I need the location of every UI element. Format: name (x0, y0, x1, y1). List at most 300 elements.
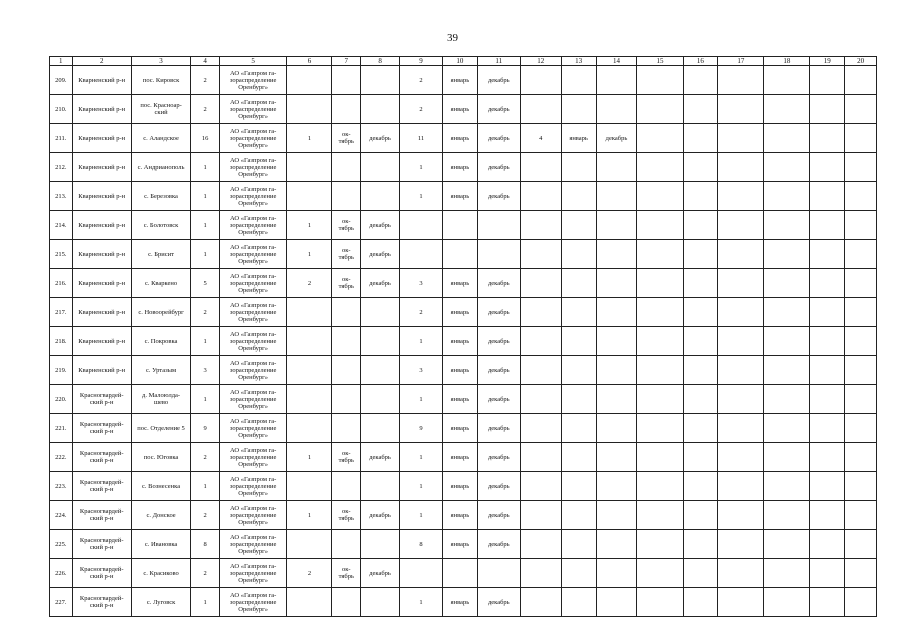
table-cell-col-17 (718, 182, 764, 211)
table-cell-col-14 (596, 95, 637, 124)
table-cell-col-4: 1 (191, 327, 220, 356)
table-cell-col-14 (596, 211, 637, 240)
table-cell-col-5: АО «Газпром га- зораспределение Оренбург» (219, 269, 287, 298)
table-cell-col-16 (683, 269, 718, 298)
table-cell-col-18 (764, 298, 810, 327)
table-cell-col-17 (718, 153, 764, 182)
table-cell-col-5: АО «Газпром га- зораспределение Оренбург» (219, 588, 287, 617)
table-cell-col-19 (810, 182, 845, 211)
table-cell-col-2: Кварненский р-н (72, 240, 131, 269)
table-cell-col-7 (332, 182, 361, 211)
table-cell-col-11 (477, 240, 520, 269)
table-cell-col-8: декабрь (361, 211, 400, 240)
table-cell-col-1: 221. (50, 414, 73, 443)
table-cell-col-16 (683, 124, 718, 153)
table-cell-col-4: 1 (191, 153, 220, 182)
table-cell-col-1: 220. (50, 385, 73, 414)
table-cell-col-19 (810, 211, 845, 240)
table-cell-col-20 (845, 530, 877, 559)
table-cell-col-16 (683, 588, 718, 617)
table-cell-col-10: январь (443, 95, 478, 124)
table-cell-col-8 (361, 327, 400, 356)
table-cell-col-17 (718, 443, 764, 472)
table-cell-col-11: декабрь (477, 327, 520, 356)
table-row (50, 95, 877, 124)
table-cell-col-5: АО «Газпром га- зораспределение Оренбург» (219, 501, 287, 530)
table-cell-col-16 (683, 501, 718, 530)
table-cell-col-16 (683, 211, 718, 240)
table-cell-col-3: с. Кваркено (131, 269, 190, 298)
table-cell-col-14 (596, 269, 637, 298)
table-cell-col-3: с. Аландское (131, 124, 190, 153)
table-cell-col-7 (332, 66, 361, 95)
table-cell-col-11: декабрь (477, 472, 520, 501)
table-cell-col-1: 217. (50, 298, 73, 327)
table-cell-col-4: 2 (191, 95, 220, 124)
table-cell-col-8: декабрь (361, 124, 400, 153)
table-cell-col-4: 8 (191, 530, 220, 559)
table-cell-col-9: 1 (400, 501, 443, 530)
table-cell-col-11: декабрь (477, 588, 520, 617)
table-cell-col-19 (810, 269, 845, 298)
table-cell-col-14 (596, 588, 637, 617)
table-cell-col-2: Кварненский р-н (72, 269, 131, 298)
table-row (50, 414, 877, 443)
table-cell-col-17 (718, 124, 764, 153)
table-cell-col-18 (764, 95, 810, 124)
table-cell-col-13 (561, 385, 596, 414)
column-number-7: 7 (332, 57, 361, 66)
schedule-table (49, 56, 877, 617)
table-cell-col-13 (561, 211, 596, 240)
table-cell-col-13 (561, 153, 596, 182)
table-cell-col-10: январь (443, 530, 478, 559)
table-cell-col-15 (637, 414, 683, 443)
table-cell-col-2: Кварненский р-н (72, 66, 131, 95)
table-cell-col-6: 2 (287, 269, 332, 298)
table-cell-col-16 (683, 327, 718, 356)
table-cell-col-12 (520, 385, 561, 414)
table-cell-col-6 (287, 153, 332, 182)
table-cell-col-11 (477, 559, 520, 588)
table-cell-col-18 (764, 443, 810, 472)
table-cell-col-1: 222. (50, 443, 73, 472)
table-cell-col-4: 2 (191, 298, 220, 327)
table-cell-col-9: 1 (400, 385, 443, 414)
table-cell-col-17 (718, 298, 764, 327)
table-cell-col-11: декабрь (477, 356, 520, 385)
table-cell-col-13: январь (561, 124, 596, 153)
table-cell-col-2: Кварненский р-н (72, 211, 131, 240)
table-row (50, 356, 877, 385)
table-row (50, 124, 877, 153)
table-cell-col-6: 1 (287, 443, 332, 472)
table-cell-col-5: АО «Газпром га- зораспределение Оренбург» (219, 124, 287, 153)
table-cell-col-6: 1 (287, 501, 332, 530)
table-cell-col-20 (845, 443, 877, 472)
table-cell-col-17 (718, 385, 764, 414)
table-cell-col-8 (361, 530, 400, 559)
table-cell-col-12 (520, 588, 561, 617)
table-cell-col-15 (637, 211, 683, 240)
table-cell-col-3: с. Новоорейбург (131, 298, 190, 327)
table-cell-col-16 (683, 240, 718, 269)
table-cell-col-6 (287, 95, 332, 124)
table-cell-col-17 (718, 211, 764, 240)
table-cell-col-5: АО «Газпром га- зораспределение Оренбург» (219, 443, 287, 472)
table-cell-col-13 (561, 66, 596, 95)
column-number-17: 17 (718, 57, 764, 66)
table-cell-col-9: 2 (400, 95, 443, 124)
table-cell-col-6: 1 (287, 240, 332, 269)
table-cell-col-12 (520, 501, 561, 530)
table-cell-col-13 (561, 95, 596, 124)
table-row (50, 327, 877, 356)
table-cell-col-7 (332, 356, 361, 385)
table-cell-col-18 (764, 240, 810, 269)
table-cell-col-6 (287, 298, 332, 327)
table-cell-col-20 (845, 501, 877, 530)
table-cell-col-12 (520, 327, 561, 356)
table-cell-col-20 (845, 66, 877, 95)
table-cell-col-9: 2 (400, 66, 443, 95)
table-cell-col-20 (845, 211, 877, 240)
table-cell-col-12 (520, 443, 561, 472)
table-cell-col-17 (718, 95, 764, 124)
table-cell-col-14 (596, 443, 637, 472)
table-cell-col-11: декабрь (477, 95, 520, 124)
table-cell-col-14 (596, 530, 637, 559)
table-cell-col-13 (561, 530, 596, 559)
table-cell-col-10 (443, 211, 478, 240)
table-cell-col-7 (332, 95, 361, 124)
table-cell-col-6 (287, 385, 332, 414)
table-cell-col-19 (810, 472, 845, 501)
table-cell-col-3: с. Донское (131, 501, 190, 530)
table-cell-col-11: декабрь (477, 124, 520, 153)
table-cell-col-14: декабрь (596, 124, 637, 153)
table-cell-col-11: декабрь (477, 182, 520, 211)
table-cell-col-10 (443, 240, 478, 269)
table-cell-col-9 (400, 240, 443, 269)
page-number: 39 (447, 32, 458, 44)
table-cell-col-7 (332, 385, 361, 414)
table-cell-col-4: 2 (191, 559, 220, 588)
table-cell-col-7 (332, 530, 361, 559)
table-cell-col-10: январь (443, 182, 478, 211)
table-cell-col-3: пос. Юговка (131, 443, 190, 472)
table-row (50, 211, 877, 240)
table-cell-col-8: декабрь (361, 501, 400, 530)
table-cell-col-3: с. Луговск (131, 588, 190, 617)
table-row (50, 66, 877, 95)
table-cell-col-9: 3 (400, 269, 443, 298)
table-cell-col-12 (520, 153, 561, 182)
table-cell-col-20 (845, 182, 877, 211)
table-row (50, 501, 877, 530)
table-cell-col-6 (287, 66, 332, 95)
table-cell-col-19 (810, 124, 845, 153)
table-cell-col-1: 215. (50, 240, 73, 269)
column-number-16: 16 (683, 57, 718, 66)
table-cell-col-4: 16 (191, 124, 220, 153)
table-cell-col-13 (561, 182, 596, 211)
table-cell-col-13 (561, 443, 596, 472)
table-cell-col-10: январь (443, 327, 478, 356)
table-cell-col-7: ок- тябрь (332, 559, 361, 588)
table-cell-col-6 (287, 588, 332, 617)
table-cell-col-14 (596, 298, 637, 327)
table-cell-col-7: ок- тябрь (332, 501, 361, 530)
table-cell-col-20 (845, 385, 877, 414)
table-row (50, 588, 877, 617)
table-cell-col-13 (561, 588, 596, 617)
table-cell-col-13 (561, 356, 596, 385)
table-cell-col-19 (810, 530, 845, 559)
table-row (50, 443, 877, 472)
table-row (50, 472, 877, 501)
table-row (50, 182, 877, 211)
table-cell-col-9 (400, 211, 443, 240)
table-cell-col-4: 1 (191, 472, 220, 501)
table-cell-col-3: с. Красиково (131, 559, 190, 588)
table-cell-col-19 (810, 95, 845, 124)
table-cell-col-3: с. Покровка (131, 327, 190, 356)
table-cell-col-12 (520, 269, 561, 298)
table-cell-col-7 (332, 588, 361, 617)
table-cell-col-9: 1 (400, 472, 443, 501)
table-cell-col-2: Кварненский р-н (72, 356, 131, 385)
table-cell-col-6: 1 (287, 124, 332, 153)
table-cell-col-2: Красногвардей- ский р-н (72, 588, 131, 617)
table-cell-col-18 (764, 356, 810, 385)
table-cell-col-18 (764, 588, 810, 617)
table-cell-col-8 (361, 66, 400, 95)
table-cell-col-19 (810, 501, 845, 530)
table-cell-col-8: декабрь (361, 443, 400, 472)
table-cell-col-4: 3 (191, 356, 220, 385)
table-cell-col-5: АО «Газпром га- зораспределение Оренбург» (219, 356, 287, 385)
table-cell-col-6 (287, 182, 332, 211)
table-cell-col-10: январь (443, 153, 478, 182)
table-cell-col-9: 2 (400, 298, 443, 327)
table-cell-col-20 (845, 240, 877, 269)
table-cell-col-1: 212. (50, 153, 73, 182)
table-cell-col-16 (683, 95, 718, 124)
table-cell-col-1: 226. (50, 559, 73, 588)
table-cell-col-14 (596, 182, 637, 211)
table-cell-col-11: декабрь (477, 153, 520, 182)
table-cell-col-19 (810, 298, 845, 327)
table-cell-col-16 (683, 414, 718, 443)
table-cell-col-11: декабрь (477, 66, 520, 95)
table-cell-col-18 (764, 153, 810, 182)
table-cell-col-20 (845, 124, 877, 153)
table-cell-col-10: январь (443, 588, 478, 617)
table-cell-col-20 (845, 327, 877, 356)
table-cell-col-1: 223. (50, 472, 73, 501)
table-cell-col-12: 4 (520, 124, 561, 153)
table-cell-col-4: 1 (191, 385, 220, 414)
table-row (50, 298, 877, 327)
table-cell-col-3: д. Малоюлда- шево (131, 385, 190, 414)
table-cell-col-12 (520, 211, 561, 240)
table-cell-col-13 (561, 269, 596, 298)
table-cell-col-15 (637, 182, 683, 211)
table-cell-col-18 (764, 182, 810, 211)
table-cell-col-16 (683, 443, 718, 472)
table-cell-col-19 (810, 559, 845, 588)
table-cell-col-7: ок- тябрь (332, 124, 361, 153)
table-cell-col-19 (810, 443, 845, 472)
column-number-8: 8 (361, 57, 400, 66)
table-cell-col-16 (683, 530, 718, 559)
table-cell-col-5: АО «Газпром га- зораспределение Оренбург» (219, 211, 287, 240)
table-cell-col-3: с. Брисит (131, 240, 190, 269)
table-cell-col-11: декабрь (477, 530, 520, 559)
table-cell-col-1: 225. (50, 530, 73, 559)
table-cell-col-17 (718, 414, 764, 443)
table-cell-col-6 (287, 472, 332, 501)
table-cell-col-16 (683, 182, 718, 211)
table-cell-col-19 (810, 356, 845, 385)
table-cell-col-8 (361, 182, 400, 211)
table-cell-col-15 (637, 356, 683, 385)
table-cell-col-15 (637, 588, 683, 617)
table-cell-col-18 (764, 530, 810, 559)
table-cell-col-19 (810, 327, 845, 356)
table-cell-col-2: Красногвардей- ский р-н (72, 501, 131, 530)
table-cell-col-7 (332, 414, 361, 443)
table-cell-col-7: ок- тябрь (332, 211, 361, 240)
table-cell-col-9: 9 (400, 414, 443, 443)
table-cell-col-15 (637, 501, 683, 530)
table-cell-col-20 (845, 153, 877, 182)
column-number-row (50, 57, 877, 66)
table-cell-col-15 (637, 240, 683, 269)
table-cell-col-7 (332, 327, 361, 356)
table-cell-col-5: АО «Газпром га- зораспределение Оренбург» (219, 385, 287, 414)
table-cell-col-20 (845, 356, 877, 385)
table-cell-col-8 (361, 385, 400, 414)
table-cell-col-1: 219. (50, 356, 73, 385)
table-cell-col-13 (561, 240, 596, 269)
table-cell-col-13 (561, 327, 596, 356)
column-number-1: 1 (50, 57, 73, 66)
table-cell-col-14 (596, 327, 637, 356)
table-cell-col-4: 2 (191, 443, 220, 472)
table-cell-col-5: АО «Газпром га- зораспределение Оренбург» (219, 530, 287, 559)
table-cell-col-15 (637, 95, 683, 124)
column-number-15: 15 (637, 57, 683, 66)
table-cell-col-3: пос. Кировск (131, 66, 190, 95)
table-cell-col-17 (718, 530, 764, 559)
table-cell-col-8: декабрь (361, 559, 400, 588)
table-cell-col-10 (443, 559, 478, 588)
table-cell-col-10: январь (443, 356, 478, 385)
table-cell-col-9: 1 (400, 443, 443, 472)
table-cell-col-2: Кварненский р-н (72, 182, 131, 211)
column-number-5: 5 (219, 57, 287, 66)
table-cell-col-11: декабрь (477, 501, 520, 530)
table-cell-col-2: Кварненский р-н (72, 153, 131, 182)
column-number-11: 11 (477, 57, 520, 66)
table-row (50, 269, 877, 298)
table-cell-col-10: январь (443, 443, 478, 472)
table-cell-col-8: декабрь (361, 240, 400, 269)
table-cell-col-11 (477, 211, 520, 240)
table-cell-col-4: 2 (191, 66, 220, 95)
table-cell-col-16 (683, 356, 718, 385)
table-cell-col-15 (637, 153, 683, 182)
table-cell-col-18 (764, 501, 810, 530)
column-number-10: 10 (443, 57, 478, 66)
table-cell-col-18 (764, 559, 810, 588)
table-cell-col-8 (361, 414, 400, 443)
table-cell-col-9: 1 (400, 588, 443, 617)
table-cell-col-9: 1 (400, 182, 443, 211)
table-cell-col-5: АО «Газпром га- зораспределение Оренбург» (219, 298, 287, 327)
table-cell-col-8 (361, 356, 400, 385)
table-cell-col-1: 209. (50, 66, 73, 95)
table-cell-col-9: 1 (400, 153, 443, 182)
table-cell-col-5: АО «Газпром га- зораспределение Оренбург» (219, 559, 287, 588)
table-cell-col-20 (845, 95, 877, 124)
table-cell-col-12 (520, 298, 561, 327)
table-cell-col-18 (764, 327, 810, 356)
table-cell-col-15 (637, 124, 683, 153)
table-cell-col-2: Кварненский р-н (72, 95, 131, 124)
table-cell-col-17 (718, 327, 764, 356)
table-cell-col-14 (596, 385, 637, 414)
table-cell-col-20 (845, 298, 877, 327)
table-row (50, 530, 877, 559)
table-cell-col-14 (596, 501, 637, 530)
table-cell-col-15 (637, 443, 683, 472)
table-cell-col-11: декабрь (477, 443, 520, 472)
table-cell-col-3: с. Андрианополь (131, 153, 190, 182)
table-cell-col-18 (764, 124, 810, 153)
table-cell-col-8 (361, 588, 400, 617)
table-cell-col-10: январь (443, 472, 478, 501)
table-cell-col-12 (520, 95, 561, 124)
table-cell-col-17 (718, 269, 764, 298)
table-cell-col-20 (845, 414, 877, 443)
table-cell-col-1: 227. (50, 588, 73, 617)
table-cell-col-19 (810, 385, 845, 414)
table-row (50, 559, 877, 588)
table-cell-col-20 (845, 269, 877, 298)
table-cell-col-2: Кварненский р-н (72, 124, 131, 153)
table-cell-col-2: Кварненский р-н (72, 327, 131, 356)
column-number-20: 20 (845, 57, 877, 66)
table-cell-col-12 (520, 66, 561, 95)
table-cell-col-15 (637, 530, 683, 559)
table-cell-col-7 (332, 153, 361, 182)
table-cell-col-5: АО «Газпром га- зораспределение Оренбург» (219, 153, 287, 182)
table-cell-col-5: АО «Газпром га- зораспределение Оренбург» (219, 95, 287, 124)
table-cell-col-12 (520, 240, 561, 269)
table-cell-col-11: декабрь (477, 298, 520, 327)
table-cell-col-4: 5 (191, 269, 220, 298)
table-cell-col-2: Красногвардей- ский р-н (72, 559, 131, 588)
table-cell-col-6 (287, 327, 332, 356)
table-cell-col-12 (520, 530, 561, 559)
table-cell-col-2: Красногвардей- ский р-н (72, 385, 131, 414)
table-cell-col-7 (332, 298, 361, 327)
column-number-14: 14 (596, 57, 637, 66)
table-cell-col-3: с. Ивановка (131, 530, 190, 559)
